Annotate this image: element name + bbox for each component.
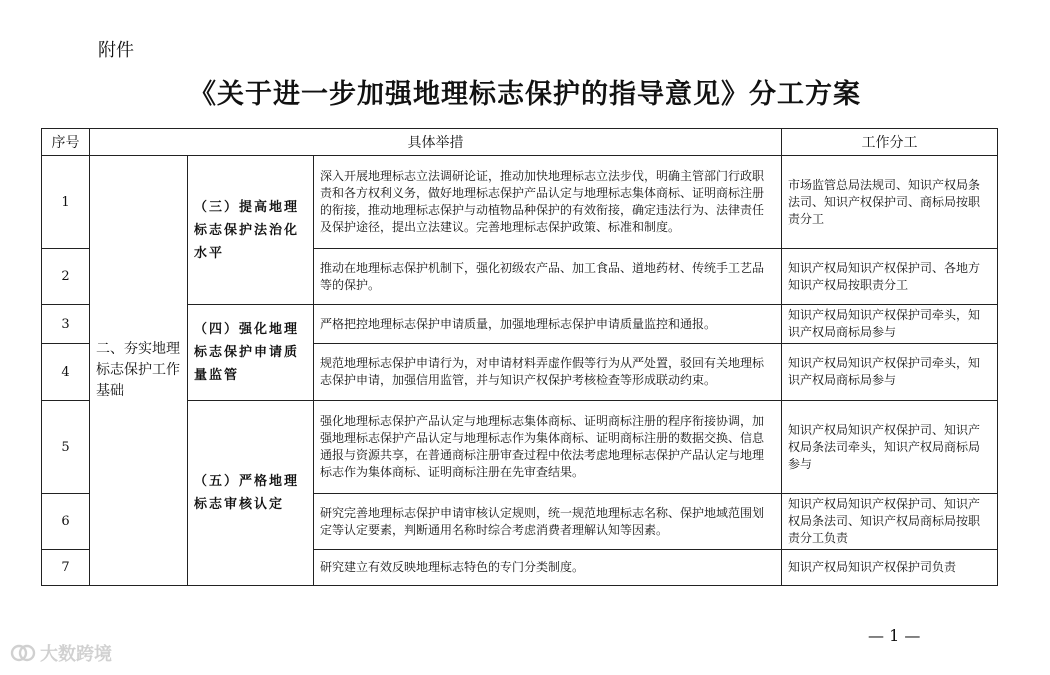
subcategory-cell: （三）提高地理标志保护法治化水平	[188, 156, 314, 305]
measure-cell: 严格把控地理标志保护申请质量，加强地理标志保护申请质量监控和通报。	[314, 305, 782, 344]
assignment-cell: 知识产权局知识产权保护司、各地方知识产权局按职责分工	[782, 249, 998, 305]
row-number: 4	[42, 344, 90, 401]
assignment-cell: 知识产权局知识产权保护司负责	[782, 550, 998, 586]
assignment-cell: 知识产权局知识产权保护司牵头，知识产权局商标局参与	[782, 305, 998, 344]
measure-cell: 强化地理标志保护产品认定与地理标志集体商标、证明商标注册的程序衔接协调，加强地理标志保护产品认定与地理标志作为集体商标、证明商标注册的数据交换、信息通报与资源共享，在普通商标注册审查过程中依法考虑地理标志保护产品认定与地理标志作为集体商标、证明商标注册在先审查结果。	[314, 401, 782, 494]
row-number: 1	[42, 156, 90, 249]
table-row	[42, 156, 998, 249]
measure-cell: 研究建立有效反映地理标志特色的专门分类制度。	[314, 550, 782, 586]
row-number: 2	[42, 249, 90, 305]
watermark	[10, 640, 112, 666]
header-row	[42, 129, 998, 156]
attachment-label: 附件	[98, 40, 134, 61]
category-cell: 二、夯实地理标志保护工作基础	[90, 156, 188, 586]
assignment-cell: 知识产权局知识产权保护司、知识产权局条法司、知识产权局商标局按职责分工负责	[782, 494, 998, 550]
measure-cell: 研究完善地理标志保护申请审核认定规则，统一规范地理标志名称、保护地域范围划定等认定要素，判断通用名称时综合考虑消费者理解认知等因素。	[314, 494, 782, 550]
page-number: — 1 —	[868, 626, 921, 645]
row-number: 7	[42, 550, 90, 586]
document-title: 《关于进一步加强地理标志保护的指导意见》分工方案	[189, 79, 861, 110]
measure-cell: 推动在地理标志保护机制下，强化初级农产品、加工食品、道地药材、传统手工艺品等的保护。	[314, 249, 782, 305]
header-measure: 具体举措	[90, 129, 782, 156]
subcategory-cell: （五）严格地理标志审核认定	[188, 401, 314, 586]
assignment-cell: 知识产权局知识产权保护司、知识产权局条法司牵头，知识产权局商标局参与	[782, 401, 998, 494]
watermark-text: 大数跨境	[40, 644, 112, 665]
row-number: 3	[42, 305, 90, 344]
measure-cell: 深入开展地理标志立法调研论证，推动加快地理标志立法步伐，明确主管部门行政职责和各方权利义务，做好地理标志保护产品认定与地理标志集体商标、证明商标注册的衔接，推动地理标志保护与动植物品种保护的有效衔接，确定违法行为、法律责任及保护途径，提出立法建议。完善地理标志保护政策、标准和制度。	[314, 156, 782, 249]
row-number: 5	[42, 401, 90, 494]
header-assignment: 工作分工	[782, 129, 998, 156]
subcategory-cell: （四）强化地理标志保护申请质量监管	[188, 305, 314, 401]
watermark-logo-icon	[10, 641, 36, 665]
assignment-cell: 市场监管总局法规司、知识产权局条法司、知识产权保护司、商标局按职责分工	[782, 156, 998, 249]
assignment-cell: 知识产权局知识产权保护司牵头，知识产权局商标局参与	[782, 344, 998, 401]
row-number: 6	[42, 494, 90, 550]
header-number: 序号	[42, 129, 90, 156]
measure-cell: 规范地理标志保护申请行为，对申请材料弄虚作假等行为从严处置，驳回有关地理标志保护申请，加强信用监管，并与知识产权保护考核检查等形成联动约束。	[314, 344, 782, 401]
division-table	[41, 128, 998, 586]
